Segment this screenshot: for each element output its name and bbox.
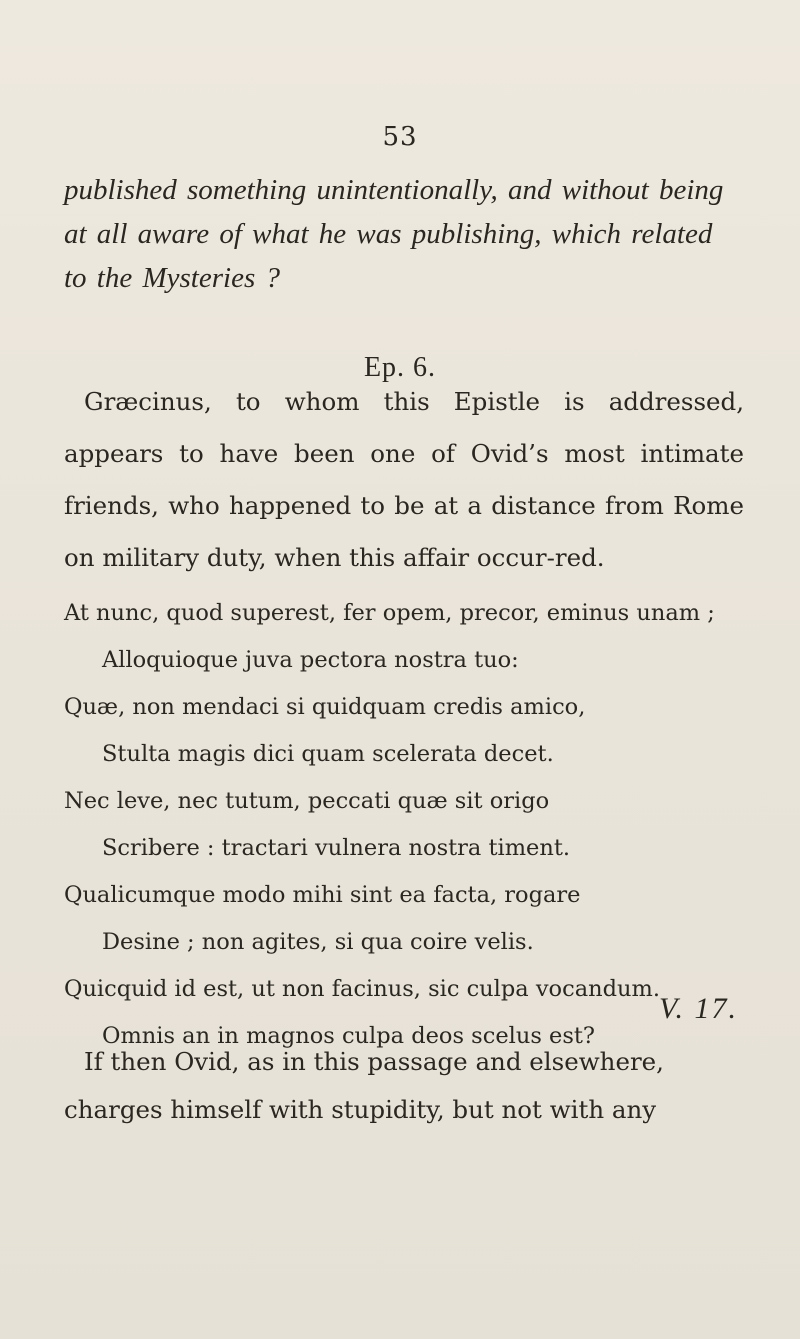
verse-line: Quicquid id est, ut non facinus, sic culpa vocandum. — [64, 976, 660, 1002]
verse-line: Stulta magis dici quam scelerata decet. — [102, 741, 554, 767]
verse-line: Omnis an in magnos culpa deos scelus est? — [102, 1023, 595, 1049]
body-paragraph — [64, 376, 744, 584]
epistle-heading: Ep. 6. — [363, 352, 437, 383]
verse-block — [64, 590, 764, 1060]
page-number: 53 — [382, 122, 418, 152]
italic-paragraph: published something unintentionally, and without being at all aware of what he was publishing, which related to the Mysteries ? — [64, 174, 724, 294]
verse-line: At nunc, quod superest, fer opem, precor, eminus unam ; — [64, 600, 715, 626]
closing-paragraph-text: If then Ovid, as in this passage and elsewhere, charges himself with stupidity, but not with any — [64, 1047, 664, 1124]
verse-reference: V. 17. — [659, 992, 738, 1025]
verse-line: Nec leve, nec tutum, peccati quæ sit origo — [64, 788, 550, 814]
closing-paragraph — [64, 1038, 744, 1134]
body-paragraph-text: Græcinus, to whom this Epistle is addressed, appears to have been one of Ovid’s most intimate friends, who happened to be at a distance from Rome on military duty, when this affair occur-red. — [64, 387, 744, 572]
verse-line: Quæ, non mendaci si quidquam credis amico, — [64, 694, 586, 720]
verse-line: Desine ; non agites, si qua coire velis. — [102, 929, 534, 955]
verse-line: Scribere : tractari vulnera nostra timent. — [102, 835, 571, 861]
verse-line: Alloquioque juva pectora nostra tuo: — [102, 647, 519, 673]
verse-line: Qualicumque modo mihi sint ea facta, rogare — [64, 882, 581, 908]
